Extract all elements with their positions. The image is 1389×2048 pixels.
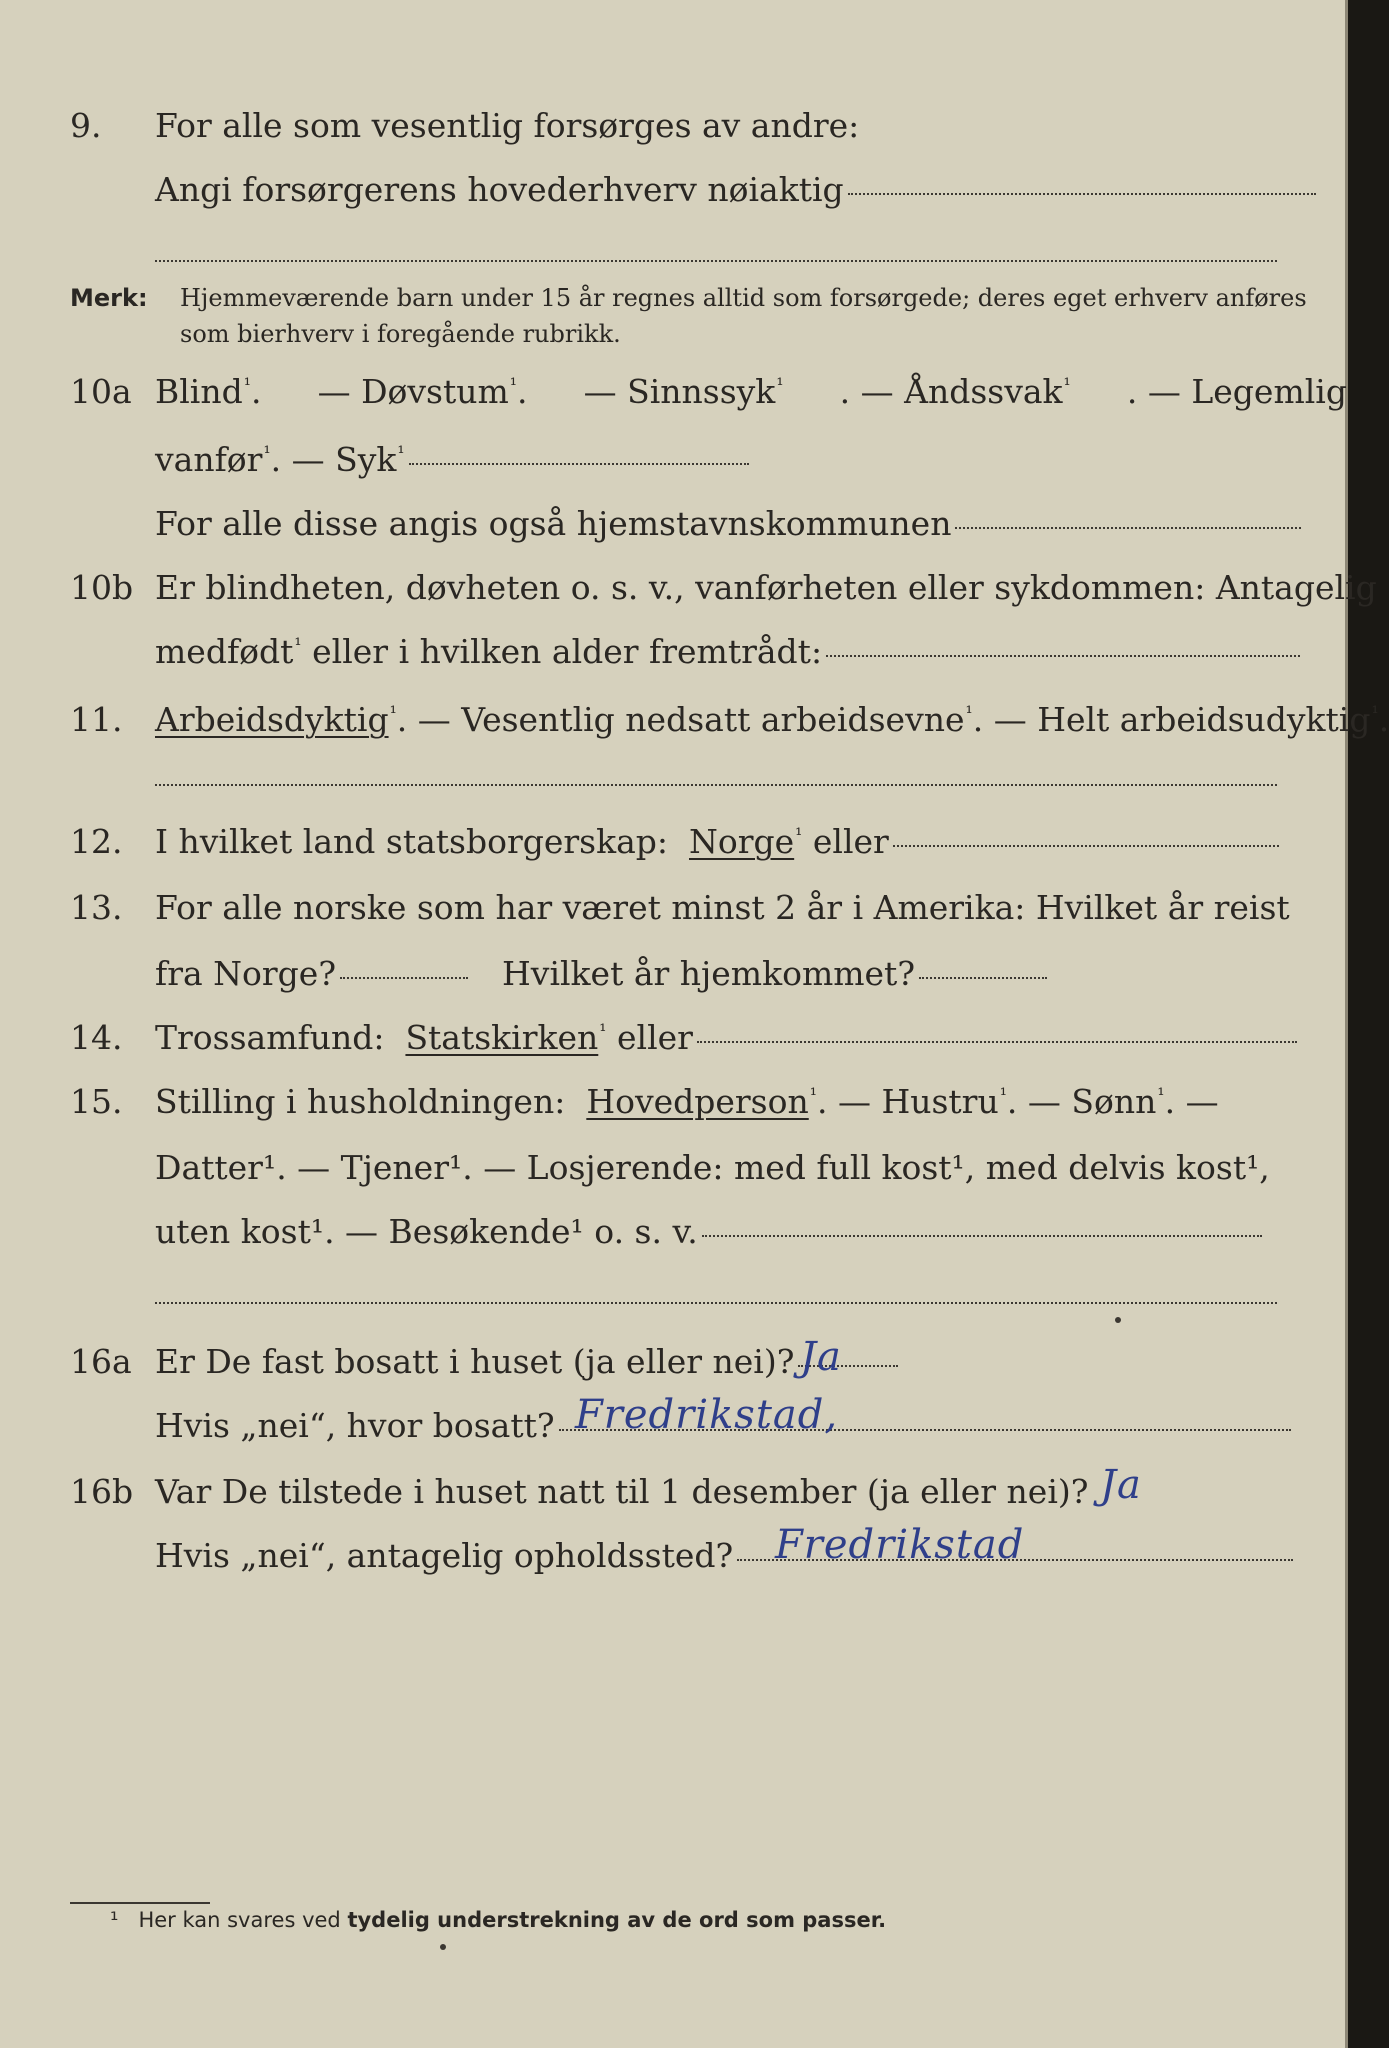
option-udyktig: . — Helt arbeidsudyktig [972,700,1371,739]
question-number: 10b [70,568,134,607]
question-text: fra Norge? [155,954,337,993]
option-nedsatt: . — Vesentlig nedsatt arbeidsevne [396,700,965,739]
answer-line[interactable] [409,463,749,465]
question-text: For alle disse angis også hjemstavnskommunen [155,504,952,543]
option-norge-underlined: Norge [689,822,795,861]
question-number: 10a [70,372,132,411]
question-number: 16b [70,1472,134,1511]
ink-dot [1115,1317,1121,1323]
handwritten-answer: Ja [1100,1462,1142,1508]
answer-line[interactable] [155,784,1277,786]
option-sinnssyk: — Sinnssyk [583,372,776,411]
handwritten-answer: Ja [800,1334,842,1380]
question-text: For alle som vesentlig forsørges av andre: [155,106,860,145]
answer-line[interactable] [340,977,468,979]
question-text: eller i hvilken alder fremtrådt: [312,632,823,671]
option-statskirken-underlined: Statskirken [405,1018,599,1057]
note [70,280,1307,348]
footnote-mark: ¹ [110,1908,119,1932]
question-number: 15. [70,1082,123,1121]
handwritten-answer: Fredrikstad [775,1522,1025,1568]
answer-line[interactable] [702,1235,1262,1237]
question-text: Trossamfund: [155,1018,385,1057]
question-text: Er blindheten, døvheten o. s. v., vanførheten eller sykdommen: Antagelig [155,568,1377,607]
answer-line[interactable] [826,655,1300,657]
footnote-text: Her kan svares ved [138,1908,341,1932]
option-eller: eller [812,822,889,861]
question-number: 13. [70,888,123,927]
footnote-divider [70,1902,210,1904]
question-text: Var De tilstede i huset natt til 1 desember (ja eller nei)? [155,1472,1089,1511]
answer-line[interactable] [155,260,1277,262]
option-andssvak: . — Åndssvak [839,372,1063,411]
note-label: Merk: [70,284,148,312]
question-text: uten kost¹. — Besøkende¹ o. s. v. [155,1212,698,1251]
option-medfodt: medfødt [155,632,294,671]
question-text: Er De fast bosatt i huset (ja eller nei)? [155,1342,795,1381]
question-text: I hvilket land statsborgerskap: [155,822,669,861]
option-vanfor: vanfør [155,440,263,479]
question-text: Hvis „nei“, hvor bosatt? [155,1406,555,1445]
option-hovedperson-underlined: Hovedperson [586,1082,809,1121]
option-blind: Blind [155,372,243,411]
footnote [110,1908,886,1932]
option-arbeidsdyktig-underlined: Arbeidsdyktig [155,700,389,739]
option-sonn: . — Sønn [1006,1082,1157,1121]
question-number: 12. [70,822,123,861]
question-text: Datter¹. — Tjener¹. — Losjerende: med full kost¹, med delvis kost¹, [155,1148,1270,1187]
footnote-text-bold: tydelig understrekning av de ord som passer. [347,1908,887,1932]
handwritten-answer: Fredrikstad, [575,1392,839,1438]
question-text: Hvilket år hjemkommet? [502,954,916,993]
question-number: 11. [70,700,123,739]
option-syk: . — Syk [270,440,397,479]
note-text: Hjemmeværende barn under 15 år regnes alltid som forsørgede; deres eget erhverv anføres som bierhverv i foregående rubrikk. [180,284,1307,348]
option-eller: eller [617,1018,693,1057]
ink-dot [440,1944,446,1950]
answer-line[interactable] [697,1041,1297,1043]
question-number: 14. [70,1018,123,1057]
answer-line[interactable] [919,977,1047,979]
question-text: Angi forsørgerens hovederhverv nøiaktig [155,170,844,209]
option-hustru: . — Hustru [816,1082,999,1121]
question-number: 9. [70,106,102,145]
answer-line[interactable] [848,193,1316,195]
question-number: 16a [70,1342,132,1381]
answer-line[interactable] [893,845,1279,847]
answer-line[interactable] [155,1302,1277,1304]
question-text: Stilling i husholdningen: [155,1082,566,1121]
option-legemlig: . — Legemlig [1126,372,1347,411]
answer-line[interactable] [955,527,1301,529]
option-dovstum: — Døvstum [317,372,509,411]
question-text: Hvis „nei“, antagelig opholdssted? [155,1536,734,1575]
question-text: For alle norske som har været minst 2 år i Amerika: Hvilket år reist [155,888,1290,927]
census-form-page: 9. For alle som vesentlig forsørges av andre: Angi forsørgerens hovederhverv nøiaktig Merk: Hjemmeværende barn under 15 år regnes alltid som forsørgede; deres eget erhverv anføres som bierhverv i foregående rubrikk. 10a Blind$^{^1}$. — Døvstum$^{^1}$. — Sinnssyk$^{^1}$ . — Åndssvak$^{^1}$ . — Legemlig vanfør ¹ . — Syk ¹ For alle disse angis også hjemstavnskommunen 10b Er blindheten, døvheten o. s. v., vanførheten eller sykdommen: Antagelig medfødt ¹ eller i hvilken alder fremtrådt: 11. Arbeidsdyktig ¹ . — Vesentlig nedsatt arbeidsevne ¹ . — Helt arbeidsudyktig ¹ . 12. I hvilket land statsborgerskap: Norge ¹ eller 13. For alle norske som har været minst 2 år i Amerika: Hvilket år reist fra Norge? Hvilket år hjemkommet? 14. Trossamfund: Statskirken ¹ eller 15. Stilling i husholdningen: Hovedperson ¹ . — Hustru ¹ . — Sønn ¹ . — Datter¹. — Tjener¹. — Losjerende: med full kost¹, med delvis kost¹, uten kost¹. — Besøkende¹ o. s. v. 16a Er De fast bosatt i huset (ja eller nei)? Ja Hvis „nei“, hvor bosatt? Fredrikstad, 16b Var De tilstede i huset natt til 1 desember (ja eller nei)? Ja Hvis „nei“, antagelig opholdssted? Fredrikstad ¹ Her kan svares ved tydelig understrekning av de ord som passer. [0,0,1348,2048]
